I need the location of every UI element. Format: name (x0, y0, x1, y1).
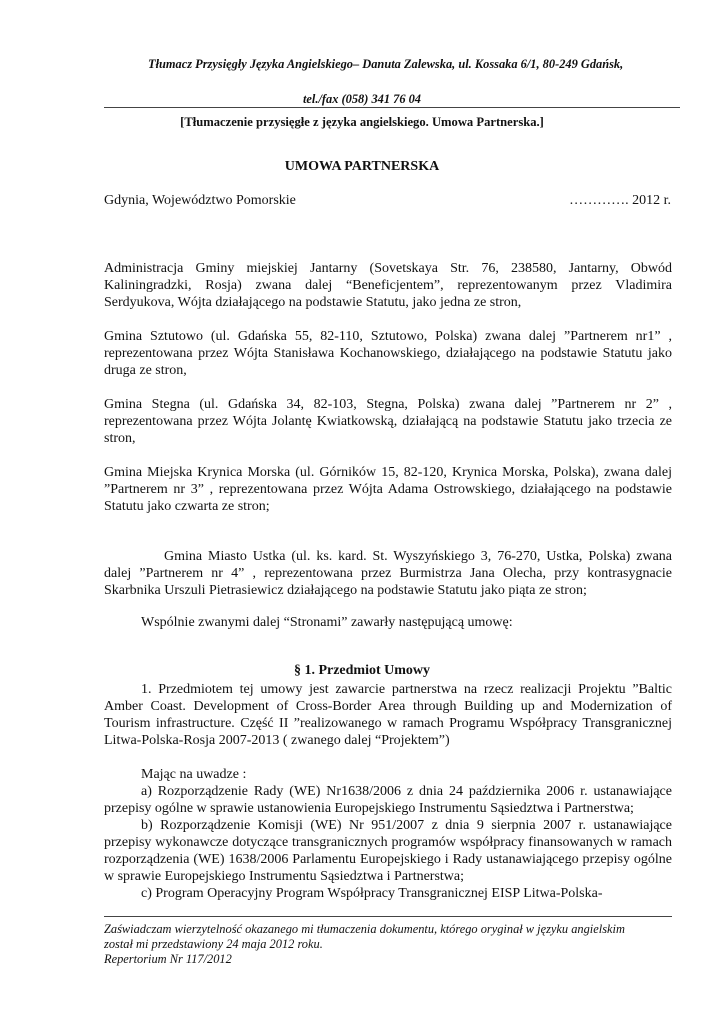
party-partner-3: Gmina Miejska Krynica Morska (ul. Górników 15, 82-120, Krynica Morska, Polska), zwana dalej ”Partnerem nr 3” , reprezentowana przez Wójta Adama Ostrowskiego, działającego na podstawie Statutu jako czwarta ze stron; (104, 465, 672, 514)
considering-heading: Mając na uwadze : (141, 767, 247, 782)
repertorium-number: Repertorium Nr 117/2012 (104, 952, 232, 966)
header-divider (104, 107, 680, 108)
section-1-paragraph: 1. Przedmiotem tej umowy jest zawarcie partnerstwa na rzecz realizacji Projektu ”Baltic Amber Coast. Development of Cross-Border Area through Building up and Modernization of Tourism infrastructure. Część II ”realizowanego w ramach Programu Współpracy Transgranicznej Litwa-Polska-Rosja 2007-2013 ( zwanego dalej “Projektem”) (104, 682, 672, 748)
footer-divider (104, 916, 672, 917)
item-c: c) Program Operacyjny Program Współpracy Transgranicznej EISP Litwa-Polska- (141, 886, 603, 901)
party-beneficiary: Administracja Gminy miejskiej Jantarny (Sovetskaya Str. 76, 238580, Jantarny, Obwód Kaliningradzki, Rosja) zwana dalej “Beneficjentem”, reprezentowanym przez Vladimira Serdyukova, Wójta działającego na podstawie Statutu, jako jedna ze stron, (104, 261, 672, 310)
item-a: a) Rozporządzenie Rady (WE) Nr1638/2006 z dnia 24 października 2006 r. ustanawiające przepisy ogólne w sprawie ustanowienia Europejskiego Instrumentu Sąsiedztwa i Partnerstwa; (104, 784, 672, 816)
certification-line1: Zaświadczam wierzytelność okazanego mi tłumaczenia dokumentu, którego oryginał w języku angielskim (104, 922, 625, 936)
certification-line2: został mi przedstawiony 24 maja 2012 roku. (104, 937, 323, 951)
certification-footer (104, 922, 684, 967)
document-title: UMOWA PARTNERSKA (284, 159, 440, 174)
translator-header-line2: tel./fax (058) 341 76 04 (302, 92, 422, 106)
item-b: b) Rozporządzenie Komisji (WE) Nr 951/2007 z dnia 9 sierpnia 2007 r. ustanawiające przepisy wykonawcze dotyczące transgranicznych programów współpracy finansowanych w ramach rozporządzenia (WE) 1638/2006 Parlamentu Europejskiego i Rady ustanawiającego przepisy ogólne w sprawie Europejskiego Instrumentu Sąsiedztwa i Partnerstwa; (104, 818, 672, 884)
party-partner-2: Gmina Stegna (ul. Gdańska 34, 82-103, Stegna, Polska) zwana dalej ”Partnerem nr 2” , reprezentowana przez Wójta Jolantę Kwiatkowską, działającą na podstawie Statutu jako trzecia ze stron, (104, 397, 672, 446)
party-partner-4: Gmina Miasto Ustka (ul. ks. kard. St. Wyszyńskiego 3, 76-270, Ustka, Polska) zwana dalej ”Partnerem nr 4” , reprezentowana przez Burmistrza Jana Olecha, przy kontrasygnacie Skarbnika Urszuli Pietrasiewicz działającego na podstawie Statutu jako piąta ze stron; (104, 549, 672, 598)
section-1-title: § 1. Przedmiot Umowy (293, 663, 431, 678)
agreement-intro: Wspólnie zwanymi dalej “Stronami” zawarły następującą umowę: (141, 615, 513, 630)
translation-note: [Tłumaczenie przysięgłe z języka angielskiego. Umowa Partnerska.] (180, 115, 544, 129)
translator-header-line1: Tłumacz Przysięgły Języka Angielskiego– Danuta Zalewska, ul. Kossaka 6/1, 80-249 Gdańsk, (148, 57, 624, 71)
party-partner-1: Gmina Sztutowo (ul. Gdańska 55, 82-110, Sztutowo, Polska) zwana dalej ”Partnerem nr1” , reprezentowana przez Wójta Stanisława Kochanowskiego, działającego na podstawie Statutu jako druga ze stron, (104, 329, 672, 378)
document-date: …………. 2012 r. (569, 193, 671, 208)
document-place: Gdynia, Województwo Pomorskie (104, 193, 296, 208)
